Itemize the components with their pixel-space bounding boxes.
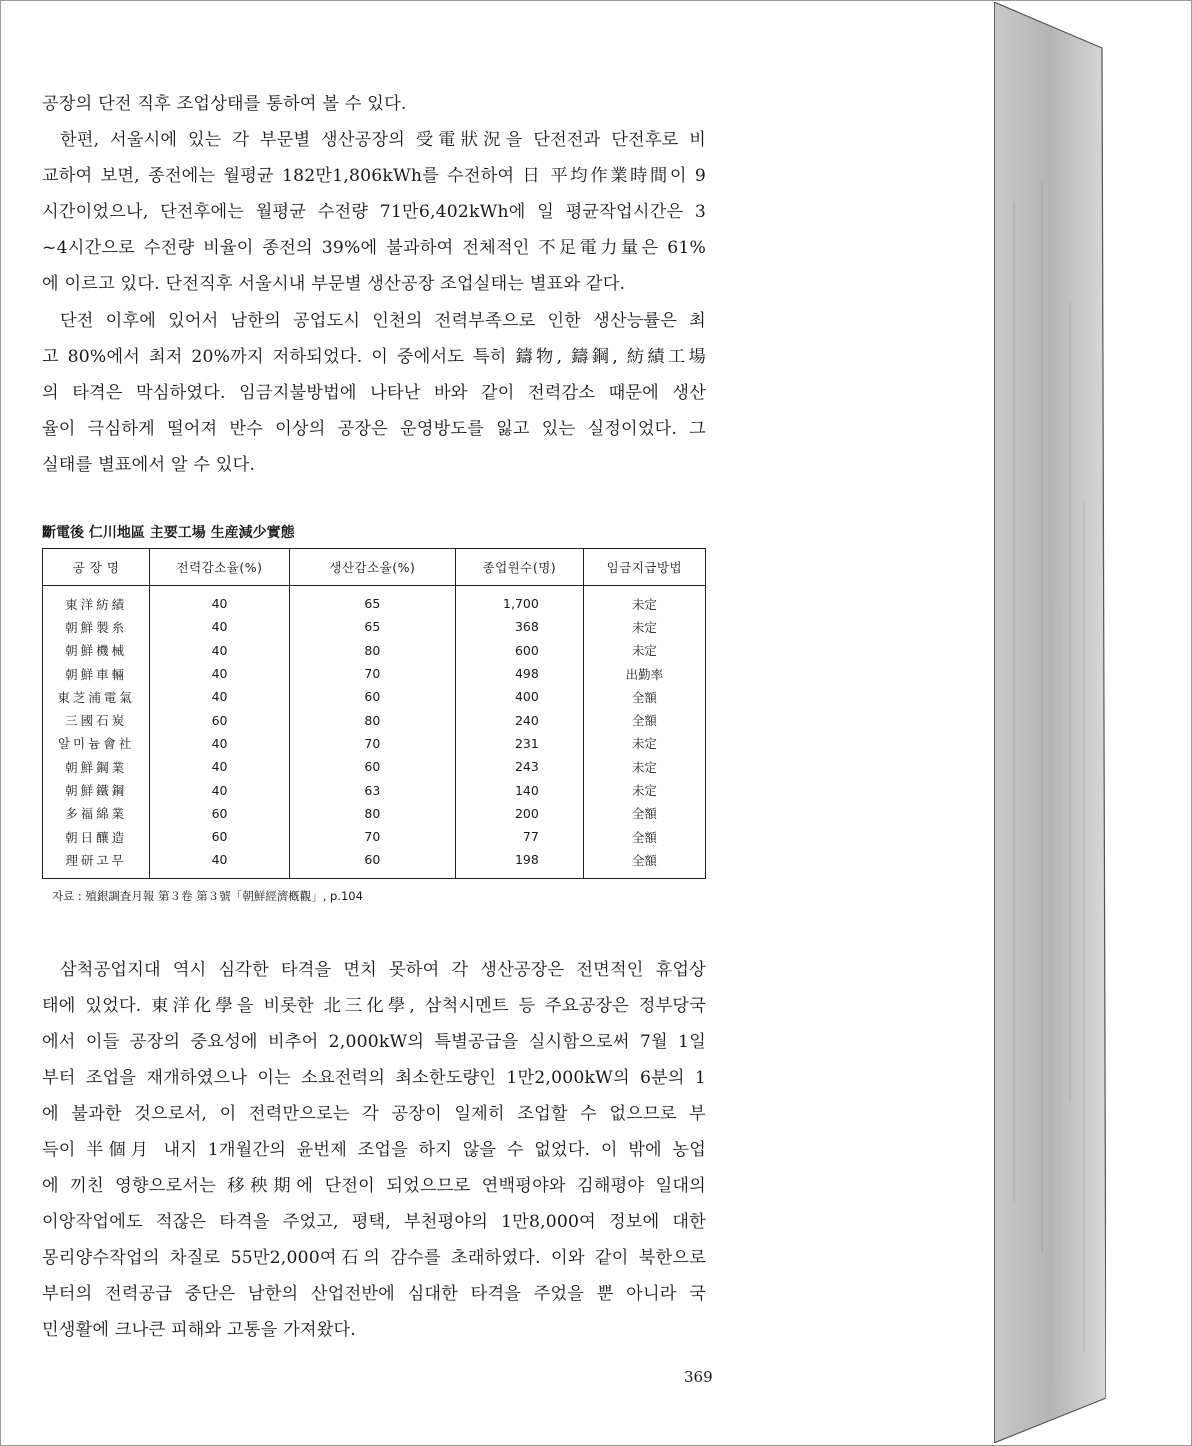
cell-factory-name: 朝鮮鋼業 <box>43 755 150 778</box>
text-line: 에 불과한 것으로서, 이 전력만으로는 각 공장이 일제히 조업할 수 없으므로 부 <box>42 1104 706 1124</box>
paragraph-4 <box>42 952 706 1348</box>
cell-factory-name: 朝鮮鐵鋼 <box>43 778 150 801</box>
cell-factory-name: 理研고무 <box>43 848 150 878</box>
table-row <box>43 586 706 616</box>
cell-wage-method: 全額 <box>583 848 705 878</box>
cell-employees: 243 <box>455 755 583 778</box>
cell-employees: 240 <box>455 708 583 731</box>
text-line: 실태를 별표에서 알 수 있다. <box>42 455 256 475</box>
cell-employees: 140 <box>455 778 583 801</box>
cell-factory-name: 朝鮮車輛 <box>43 662 150 685</box>
cell-factory-name: 多福綿業 <box>43 802 150 825</box>
cell-power-reduction: 40 <box>150 639 290 662</box>
text-line: 의 타격은 막심하였다. 임금지불방법에 나타난 바와 같이 전력감소 때문에 생산 <box>42 383 706 403</box>
paragraph-3 <box>42 303 706 483</box>
cell-power-reduction: 40 <box>150 848 290 878</box>
table-body <box>43 586 706 879</box>
text-line: 공장의 단전 직후 조업상태를 통하여 볼 수 있다. <box>42 94 407 114</box>
cell-power-reduction: 40 <box>150 732 290 755</box>
cell-wage-method: 全額 <box>583 685 705 708</box>
cell-wage-method: 全額 <box>583 708 705 731</box>
cell-production-reduction: 60 <box>289 755 455 778</box>
cell-employees: 400 <box>455 685 583 708</box>
cell-employees: 368 <box>455 615 583 638</box>
cell-employees: 498 <box>455 662 583 685</box>
header-employees: 종업원수(명) <box>455 549 583 586</box>
cell-power-reduction: 40 <box>150 615 290 638</box>
header-wage-method: 임금지급방법 <box>583 549 705 586</box>
text-line: 율이 극심하게 떨어져 반수 이상의 공장은 운영방도를 잃고 있는 실정이었다. 그 <box>42 419 706 439</box>
cell-production-reduction: 65 <box>289 586 455 616</box>
cell-production-reduction: 80 <box>289 708 455 731</box>
cell-employees: 1,700 <box>455 586 583 616</box>
cell-production-reduction: 70 <box>289 662 455 685</box>
cell-employees: 77 <box>455 825 583 848</box>
cell-power-reduction: 60 <box>150 802 290 825</box>
cell-power-reduction: 40 <box>150 685 290 708</box>
cell-factory-name: 東洋紡績 <box>43 586 150 616</box>
table-row <box>43 708 706 731</box>
table-row <box>43 802 706 825</box>
cell-power-reduction: 40 <box>150 586 290 616</box>
cell-power-reduction: 40 <box>150 778 290 801</box>
table-row <box>43 825 706 848</box>
text-line: 득이 半個月 내지 1개월간의 윤번제 조업을 하지 않을 수 없었다. 이 밖에 농업 <box>42 1140 706 1160</box>
table-row <box>43 755 706 778</box>
cell-factory-name: 三國石炭 <box>43 708 150 731</box>
cell-production-reduction: 70 <box>289 825 455 848</box>
text-line: 부터 조업을 재개하였으나 이는 소요전력의 최소한도량인 1만2,000kW의 6분의 1 <box>42 1068 706 1088</box>
table-row <box>43 732 706 755</box>
text-line: 에서 이들 공장의 중요성에 비추어 2,000kW의 특별공급을 실시함으로써 7월 1일 <box>42 1032 706 1052</box>
cell-production-reduction: 60 <box>289 685 455 708</box>
cell-wage-method: 全額 <box>583 825 705 848</box>
cell-wage-method: 未定 <box>583 755 705 778</box>
cell-production-reduction: 63 <box>289 778 455 801</box>
text-line: 몽리양수작업의 차질로 55만2,000여石의 감수를 초래하였다. 이와 같이 북한으로 <box>42 1248 706 1268</box>
text-line: 단전 이후에 있어서 남한의 공업도시 인천의 전력부족으로 인한 생산능률은 최 <box>60 311 706 331</box>
table-title: 斷電後 仁川地區 主要工場 生産減少實態 <box>42 525 295 541</box>
header-production-reduction: 생산감소율(%) <box>289 549 455 586</box>
text-line: 이앙작업에도 적잖은 타격을 주었고, 평택, 부천평야의 1만8,000여 정보에 대한 <box>42 1212 706 1232</box>
text-line: 시간이었으나, 단전후에는 월평균 수전량 71만6,402kWh에 일 평균작업시간은 3 <box>42 202 706 222</box>
header-factory-name: 공 장 명 <box>43 549 150 586</box>
paragraph-2 <box>42 122 706 302</box>
book-page <box>2 2 994 1443</box>
text-line: 한편, 서울시에 있는 각 부문별 생산공장의 受電狀況을 단전전과 단전후로 비 <box>60 130 706 150</box>
text-line: 교하여 보면, 종전에는 월평균 182만1,806kWh를 수전하여 日 平均作業時間이 9 <box>42 166 706 186</box>
text-line: 고 80%에서 최저 20%까지 저하되었다. 이 중에서도 특히 鑄物, 鑄鋼, 紡績工場 <box>42 347 706 367</box>
text-line: 부터의 전력공급 중단은 남한의 산업전반에 심대한 타격을 주었을 뿐 아니라 국 <box>42 1284 706 1304</box>
table-row <box>43 639 706 662</box>
cell-production-reduction: 70 <box>289 732 455 755</box>
cell-employees: 231 <box>455 732 583 755</box>
cell-wage-method: 未定 <box>583 586 705 616</box>
cell-factory-name: 朝日釀造 <box>43 825 150 848</box>
book-edge-illustration <box>994 2 1106 1443</box>
cell-employees: 600 <box>455 639 583 662</box>
table-row <box>43 778 706 801</box>
paragraph-1 <box>42 86 706 122</box>
cell-wage-method: 未定 <box>583 615 705 638</box>
table-header-row <box>43 549 706 586</box>
cell-factory-name: 朝鮮機械 <box>43 639 150 662</box>
cell-wage-method: 全額 <box>583 802 705 825</box>
cell-power-reduction: 60 <box>150 825 290 848</box>
cell-factory-name: 알미늄會社 <box>43 732 150 755</box>
cell-production-reduction: 80 <box>289 639 455 662</box>
text-line: 민생활에 크나큰 피해와 고통을 가져왔다. <box>42 1320 356 1340</box>
table-source: 자료 : 殖銀調査月報 第３卷 第３號「朝鮮經濟槪觀」, p.104 <box>52 889 363 903</box>
cell-wage-method: 出勤率 <box>583 662 705 685</box>
cell-factory-name: 東芝浦電氣 <box>43 685 150 708</box>
text-line: 에 끼친 영향으로서는 移秧期에 단전이 되었으므로 연백평야와 김해평야 일대의 <box>42 1176 706 1196</box>
text-line: 삼척공업지대 역시 심각한 타격을 면치 못하여 각 생산공장은 전면적인 휴업상 <box>60 960 706 980</box>
cell-power-reduction: 40 <box>150 755 290 778</box>
cell-employees: 198 <box>455 848 583 878</box>
cell-production-reduction: 65 <box>289 615 455 638</box>
cell-wage-method: 未定 <box>583 639 705 662</box>
text-line: ~4시간으로 수전량 비율이 종전의 39%에 불과하여 전체적인 不足電力量은 61% <box>42 238 706 258</box>
cell-factory-name: 朝鮮製糸 <box>43 615 150 638</box>
text-line: 태에 있었다. 東洋化學을 비롯한 北三化學, 삼척시멘트 등 주요공장은 정부당국 <box>42 996 706 1016</box>
cell-wage-method: 未定 <box>583 778 705 801</box>
table-row <box>43 685 706 708</box>
text-line: 에 이르고 있다. 단전직후 서울시내 부문별 생산공장 조업실태는 별표와 같다. <box>42 274 626 294</box>
cell-production-reduction: 80 <box>289 802 455 825</box>
production-table <box>42 548 706 879</box>
cell-production-reduction: 60 <box>289 848 455 878</box>
header-power-reduction: 전력감소율(%) <box>150 549 290 586</box>
cell-power-reduction: 60 <box>150 708 290 731</box>
page-number: 369 <box>684 1368 713 1386</box>
cell-wage-method: 未定 <box>583 732 705 755</box>
table-row <box>43 848 706 878</box>
cell-employees: 200 <box>455 802 583 825</box>
cell-power-reduction: 40 <box>150 662 290 685</box>
table-row <box>43 615 706 638</box>
table-row <box>43 662 706 685</box>
